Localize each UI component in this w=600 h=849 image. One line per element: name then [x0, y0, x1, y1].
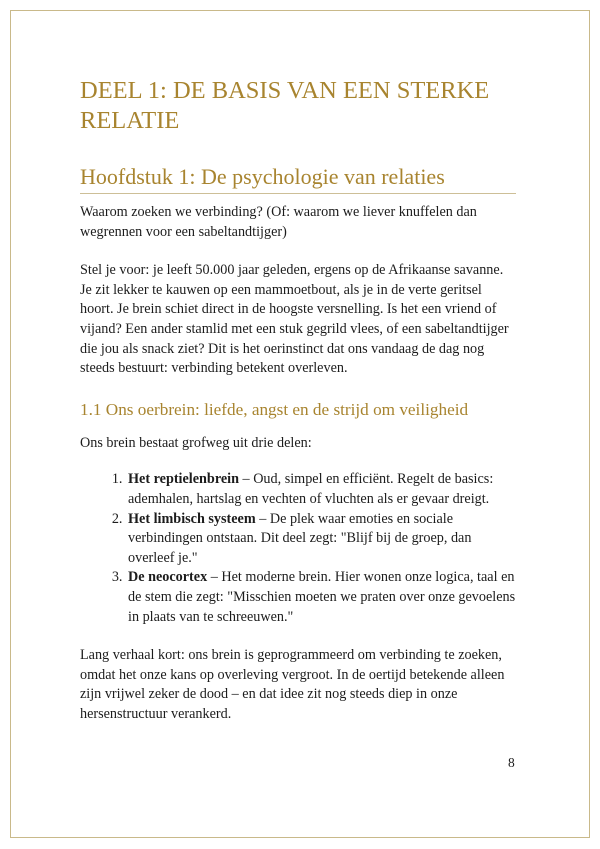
list-item-description: – Het moderne brein. Hier wonen onze logica, taal en de stem die zegt: "Misschien moeten we praten over onze gevoelens in plaats van te schreeuwen." — [128, 569, 516, 625]
section-intro: Ons brein bestaat grofweg uit drie delen: — [80, 434, 312, 451]
part-title: DEEL 1: DE BASIS VAN EEN STERKE RELATIE — [80, 77, 490, 134]
savanna-paragraph: Stel je voor: je leeft 50.000 jaar geleden, ergens op de Afrikaanse savanne. Je zit lekker te kauwen op een mammoetbout, als je in de verte geritsel hoort. Je brein schiet direct in de hoogste versnelling. Is het een vriend of vijand? Een ander stamlid met een stuk gegrild vlees, of een sabeltandtijger die jou als snack ziet? Dit is het oerinstinct dat ons vandaag de dag nog steeds bestuurt: verbinding betekent overleven. — [80, 262, 509, 377]
list-item-term: Het limbisch systeem — [128, 510, 256, 527]
list-item-description: – De plek waar emoties en sociale verbindingen ontstaan. Dit deel zegt: "Blijf bij de groep, dan overleef je." — [128, 510, 472, 566]
intro-question: Waarom zoeken we verbinding? (Of: waarom we liever knuffelen dan wegrennen voor een sabeltandtijger) — [80, 204, 477, 240]
page-number: 8 — [508, 755, 515, 770]
brain-parts-list — [80, 470, 516, 627]
list-item-term: Het reptielenbrein — [128, 471, 239, 488]
list-item-limbic-system — [126, 510, 516, 569]
closing-paragraph: Lang verhaal kort: ons brein is geprogrammeerd om verbinding te zoeken, omdat het onze kans op overleving vergroot. In de oertijd betekende alleen zijn vrijwel zeker de dood – en dat idee zit nog steeds diep in onze hersenstructuur verankerd. — [80, 647, 505, 722]
list-item-description: – Oud, simpel en efficiënt. Regelt de basics: ademhalen, hartslag en vechten of vluchten als er gevaar dreigt. — [128, 471, 494, 507]
list-item-reptile-brain — [126, 470, 516, 509]
section-title: 1.1 Ons oerbrein: liefde, angst en de strijd om veiligheid — [80, 399, 469, 419]
page-content — [80, 76, 516, 724]
list-item-term: De neocortex — [128, 569, 208, 586]
chapter-title: Hoofdstuk 1: De psychologie van relaties — [80, 163, 516, 194]
list-item-neocortex — [126, 568, 516, 627]
